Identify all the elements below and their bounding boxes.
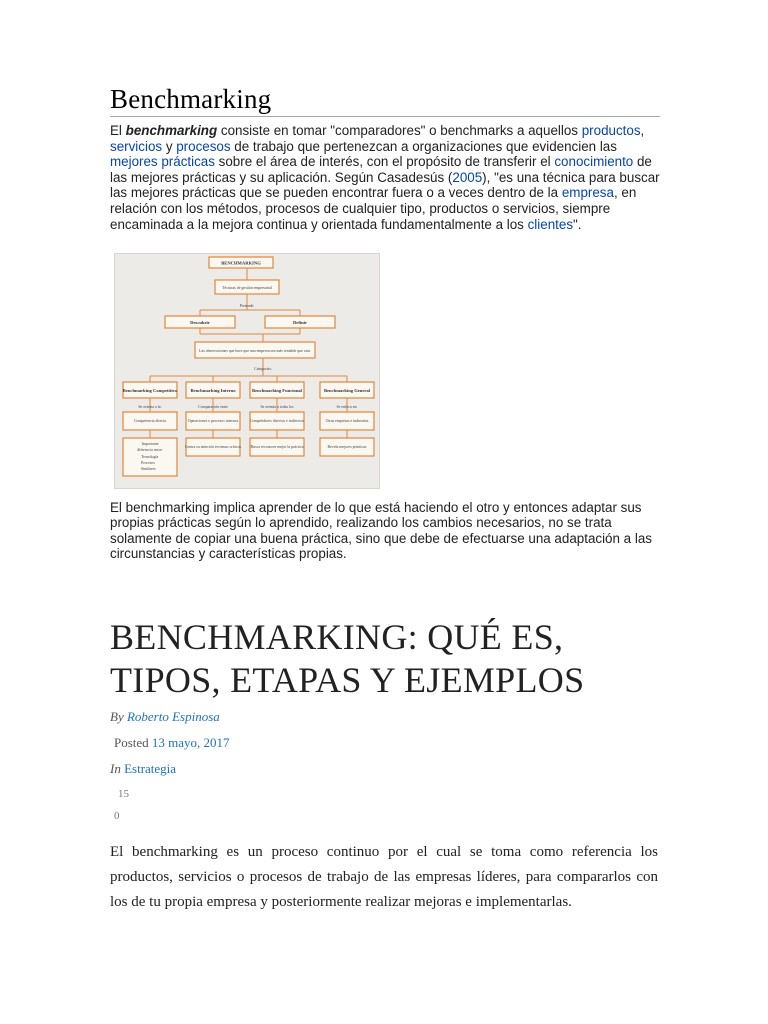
title-divider <box>110 116 660 117</box>
benchmarking-diagram-image <box>114 253 380 489</box>
diagram-cat3-orient: Se orienta a todas los <box>260 405 294 409</box>
text-run: , <box>640 123 645 138</box>
connector <box>150 430 347 438</box>
diagram-tecnicas-label: Técnicas de gestión empresarial <box>222 286 272 290</box>
diagram-cat1-b2c: Tecnología <box>141 455 159 459</box>
diagram-cat4-b1: Otras empresas e industrias <box>325 419 369 423</box>
diagram-cat2-title: Benchmarking Interno <box>190 388 236 393</box>
diagram-definir-label: Definir <box>292 320 308 325</box>
diagram-cat2-b1: Operaciones o procesos internos <box>187 419 239 423</box>
diagram-cat4-orient: Se enfoca en: <box>336 405 358 409</box>
diagram-cat3-b1: Competidores directos e indirectos <box>249 419 305 423</box>
section-title: Benchmarking <box>110 84 272 114</box>
link-empresa[interactable]: empresa <box>561 185 614 201</box>
diagram-svg <box>115 254 379 488</box>
byline <box>110 709 220 725</box>
diagram-cat4-b2: Revela mejores prácticas <box>327 445 367 449</box>
author-link[interactable]: Roberto Espinosa <box>126 709 220 724</box>
text-run: El <box>110 123 126 138</box>
text-run: y <box>162 138 177 154</box>
diagram-cat2-b2: Centra su atención en temas críticos <box>184 445 242 449</box>
connector <box>150 358 347 382</box>
posted-label: Posted <box>114 735 149 750</box>
article-title: BENCHMARKING: QUÉ ES, TIPOS, ETAPAS Y EJEMPLOS <box>110 617 585 700</box>
posted-line <box>114 735 230 751</box>
link-productos[interactable]: productos <box>581 123 641 138</box>
link-year[interactable]: 2005 <box>452 169 483 185</box>
paragraph-adaptation: El benchmarking implica aprender de lo que está haciendo el otro y entonces adaptar sus propias prácticas según lo aprendido, realizando los cambios necesarios, no se trata solamente de copiar una buena práctica, sino que debe de efectuarse una adaptación a las circunstancias y características propias. <box>110 500 652 562</box>
text-run: de las mejores prácticas y su aplicación. Según Casadesús ( <box>110 154 652 185</box>
diagram-cat4-title: Benchmarking General <box>323 388 371 393</box>
link-clientes[interactable]: clientes <box>527 216 574 232</box>
share-count-1: 15 <box>118 788 129 800</box>
text-run: consiste en tomar "comparadores" o benchmarks a aquellos <box>217 123 582 138</box>
link-procesos[interactable]: procesos <box>176 138 231 154</box>
diagram-cat1-b2d: Procesos <box>141 461 155 465</box>
share-count-2: 0 <box>114 810 120 822</box>
diagram-pretende-label: Pretende: <box>239 304 255 308</box>
category-link[interactable]: Estrategia <box>124 761 177 776</box>
text-run: , en relación con los métodos, procesos de cualquier tipo, productos o servicios, siempre encaminada a la mejora continua y orientada fundamentalmente a los <box>110 185 637 232</box>
diagram-cat1-title: Benchmarking Competitivo <box>122 388 178 393</box>
connector <box>200 328 300 342</box>
connector <box>150 398 347 412</box>
diagram-cat1-b2e: Similares <box>141 467 156 471</box>
diagram-categorias-label: Categorías: <box>254 367 272 371</box>
text-run: ". <box>573 216 582 232</box>
in-label: In <box>110 761 121 776</box>
diagram-cat3-title: Benchmarking Funcional <box>252 388 302 393</box>
diagram-observaciones-label: Las observaciones que hace que una empresa sea más rentable que otra. <box>199 349 311 353</box>
diagram-cat1-b2a: Importante <box>141 442 159 446</box>
diagram-descubrir-label: Descubrir <box>190 320 210 325</box>
diagram-cat2-orient: Comparación entre <box>198 405 228 409</box>
text-run: de trabajo que pertenezcan a organizaciones que evidencien las <box>230 138 617 154</box>
link-mejores-practicas[interactable]: mejores prácticas <box>110 154 215 170</box>
text-run: ), "es una técnica para buscar las mejores prácticas que se pueden encontrar fuera o a veces dentro de la <box>110 169 660 201</box>
date-link[interactable]: 13 mayo, 2017 <box>151 735 230 750</box>
article-body: El benchmarking es un proceso continuo por el cual se toma como referencia los productos, servicios o procesos de trabajo de las empresas líderes, para compararlos con los de tu propia empresa y posteriormente realizar mejoras e implementarlas. <box>110 844 658 910</box>
link-servicios[interactable]: servicios <box>110 138 163 154</box>
intro-paragraph <box>110 123 662 232</box>
link-conocimiento[interactable]: conocimiento <box>554 154 634 170</box>
category-line <box>110 761 176 777</box>
term-benchmarking: benchmarking <box>125 123 218 138</box>
diagram-cat1-b1: Competencia directa <box>133 419 167 423</box>
diagram-cat1-orient: Se orienta a la: <box>138 405 162 409</box>
diagram-cat1-b2b: diferencia entre: <box>137 448 163 452</box>
text-run: sobre el área de interés, con el propósito de transferir el <box>214 154 555 170</box>
diagram-root-label: BENCHMARKING <box>221 260 261 266</box>
diagram-cat3-b2: Busca reconocer mejor la práctica <box>250 445 304 449</box>
by-label: By <box>110 709 124 724</box>
